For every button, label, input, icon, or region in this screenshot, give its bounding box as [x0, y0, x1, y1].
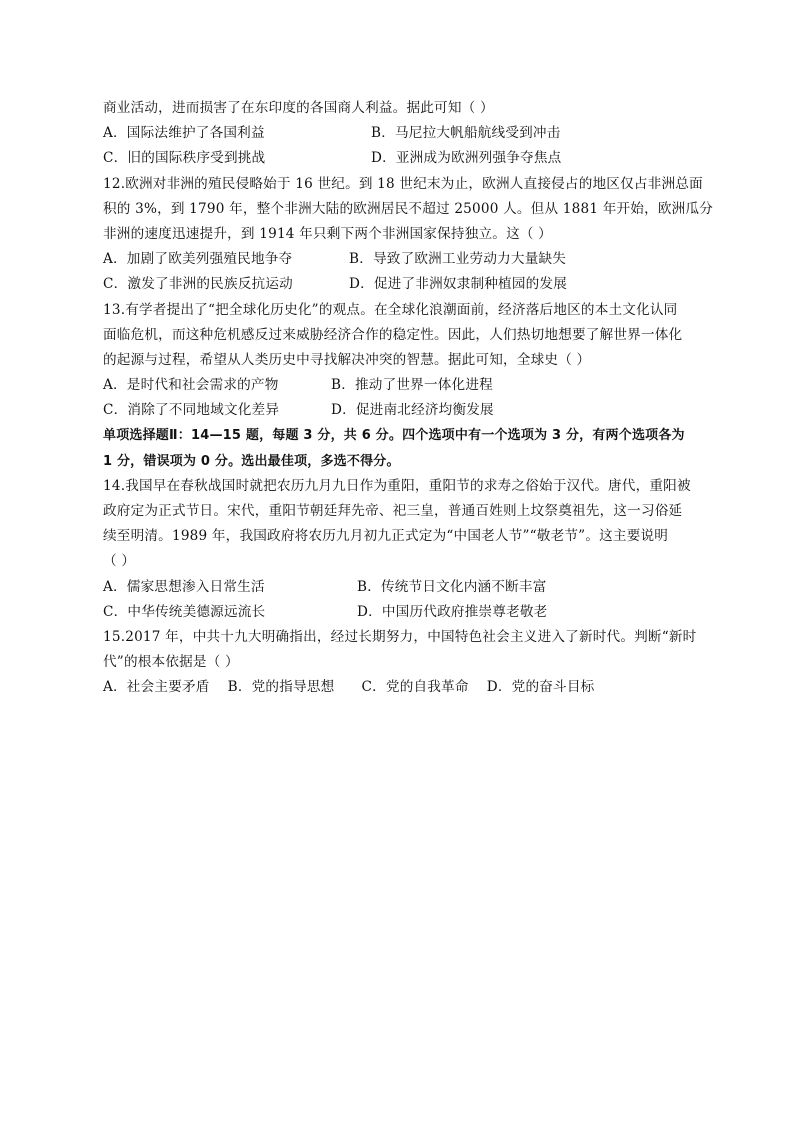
section-instructions: 1 分，错误项为 0 分。选出最佳项，多选不得分。: [103, 453, 400, 469]
q14-options-row-1: [103, 575, 703, 600]
q12-stem-line: 非洲的速度迅速提升，到 1914 年只剩下两个非洲国家保持独立。这（ ）: [103, 225, 552, 242]
q12-stem-line: 积的 3%，到 1790 年，整个非洲大陆的欧洲居民不超过 25000 人。但从 1881 年开始，欧洲瓜分: [103, 200, 714, 217]
q13-option-d: D．促进南北经济均衡发展: [331, 402, 494, 419]
q13-stem-line: 13.有学者提出了“把全球化历史化”的观点。在全球化浪潮面前，经济落后地区的本土文化认同: [103, 301, 678, 318]
q14-option-a: A．儒家思想渗入日常生活: [103, 578, 265, 595]
q13-option-c: C．消除了不同地域文化差异: [103, 402, 280, 419]
q13-stem-line: 的起源与过程，希望从人类历史中寻找解决冲突的智慧。据此可知，全球史（ ）: [103, 351, 591, 368]
q12-options-row-1: [103, 247, 703, 272]
q14-stem-line: （ ）: [103, 553, 136, 570]
q14-stem-line: 续至明清。1989 年，我国政府将农历九月初九正式定为“中国老人节”“敬老节”。这主要说明: [103, 528, 669, 545]
q14-stem-line: 政府定为正式节日。宋代，重阳节朝廷拜先帝、祀三皇，普通百姓则上坟祭奠祖先，这一习俗延: [103, 503, 683, 519]
q11-option-a: A．国际法维护了各国利益: [103, 125, 265, 142]
q14-option-c: C．中华传统美德源远流长: [103, 603, 266, 620]
q12-option-a: A．加剧了欧美列强殖民地争夺: [103, 251, 293, 268]
q12-options-row-2: [103, 272, 703, 297]
q14-option-b: B．传统节日文化内涵不断丰富: [357, 578, 547, 595]
q12-option-b: B．导致了欧洲工业劳动力大量缺失: [349, 251, 567, 268]
q12-stem-line: 12.欧洲对非洲的殖民侵略始于 16 世纪。到 18 世纪末为止，欧洲人直接侵占的地区仅占非洲总面: [103, 175, 703, 192]
q12-option-d: D．促进了非洲奴隶制种植园的发展: [349, 276, 568, 293]
q14-option-d: D．中国历代政府推崇尊老敬老: [357, 603, 548, 620]
q11-stem: 商业活动，进而损害了在东印度的各国商人利益。据此可知（ ）: [103, 100, 494, 116]
q11-option-b: B．马尼拉大帆船航线受到冲击: [371, 125, 561, 142]
q14-options-row-2: [103, 600, 703, 625]
q13-stem-line: 面临危机，而这种危机感反过来威胁经济合作的稳定性。因此，人们热切地想要了解世界一体化: [103, 326, 683, 343]
q15-stem-line: 代”的根本依据是（ ）: [103, 654, 239, 671]
exam-page: [103, 96, 714, 701]
section-instructions: 单项选择题Ⅱ：14—15 题，每题 3 分，共 6 分。四个选项中有一个选项为 3 分，有两个选项各为: [103, 428, 685, 444]
q15-options: A．社会主要矛盾 B．党的指导思想 C．党的自我革命 D．党的奋斗目标: [103, 679, 595, 696]
q13-options-row-2: [103, 398, 703, 423]
q13-option-b: B．推动了世界一体化进程: [331, 377, 493, 394]
q11-option-c: C．旧的国际秩序受到挑战: [103, 150, 266, 167]
q11-options-row-1: [103, 121, 703, 146]
q14-stem-line: 14.我国早在春秋战国时就把农历九月九日作为重阳，重阳节的求寿之俗始于汉代。唐代，重阳被: [103, 477, 691, 494]
q11-option-d: D．亚洲成为欧洲列强争夺焦点: [371, 150, 562, 167]
q13-options-row-1: [103, 373, 703, 398]
q15-stem-line: 15.2017 年，中共十九大明确指出，经过长期努力，中国特色社会主义进入了新时代。判断“新时: [103, 628, 697, 645]
q13-option-a: A．是时代和社会需求的产物: [103, 377, 279, 394]
q12-option-c: C．激发了非洲的民族反抗运动: [103, 276, 293, 293]
q11-options-row-2: [103, 146, 703, 171]
